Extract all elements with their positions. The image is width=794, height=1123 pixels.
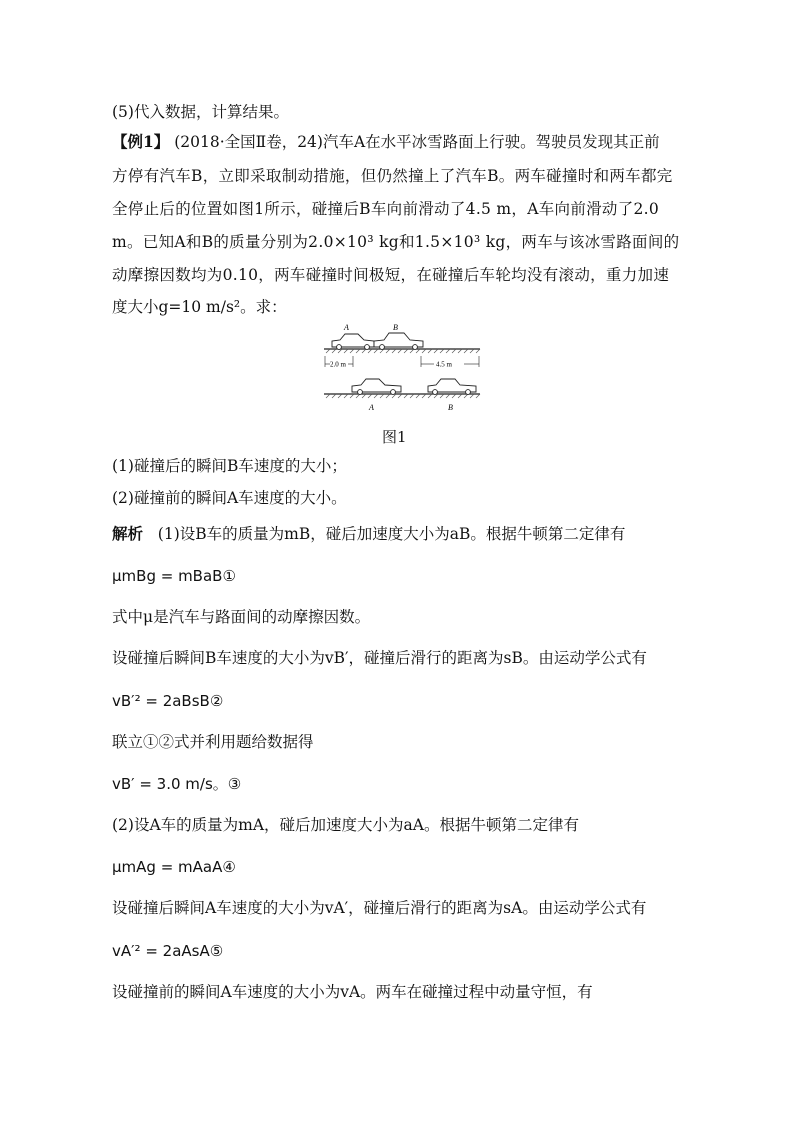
step5-line: (5)代入数据，计算结果。 — [112, 103, 289, 121]
question-2: (2)碰撞前的瞬间A车速度的大小。 — [112, 489, 347, 507]
car-a-after — [352, 379, 401, 394]
bottom-road-hatch — [326, 394, 480, 398]
example-line-2: 方停有汽车B，立即采取制动措施，但仍然撞上了汽车B。两车碰撞时和两车都完 — [112, 167, 673, 185]
equation-5: vA′² = 2aAsA⑤ — [112, 942, 224, 960]
equation-1: μmBg = mBaB① — [112, 567, 236, 585]
question-1: (1)碰撞后的瞬间B车速度的大小； — [112, 457, 347, 475]
label-b-top: B — [393, 323, 398, 332]
distance-b-label: 4.5 m — [436, 360, 452, 369]
label-b-bottom: B — [448, 403, 453, 412]
example-text-1: 汽车A在水平冰雪路面上行驶。驾驶员发现其正前 — [322, 133, 660, 151]
label-a-bottom: A — [369, 403, 374, 412]
equation-3: vB′ = 3.0 m/s。③ — [112, 775, 242, 793]
solution-line-5: 设碰撞前的瞬间A车速度的大小为vA。两车在碰撞过程中动量守恒，有 — [112, 983, 593, 1001]
top-road-hatch — [326, 349, 480, 353]
distance-markers — [325, 356, 479, 367]
example-line-1 — [112, 132, 660, 152]
solution-line-2: 设碰撞后瞬间B车速度的大小为vB′，碰撞后滑行的距离为sB。由运动学公式有 — [112, 649, 647, 667]
distance-a-label: 2.0 m — [330, 360, 346, 369]
solution-tag: 解析 — [112, 524, 144, 543]
example-line-6: 度大小g=10 m/s²。求： — [112, 298, 287, 316]
example-line-3: 全停止后的位置如图1所示，碰撞后B车向前滑动了4.5 m，A车向前滑动了2.0 — [112, 200, 660, 218]
car-a-before — [332, 334, 374, 349]
solution-line-1 — [112, 524, 625, 544]
mu-note: 式中μ是汽车与路面间的动摩擦因数。 — [112, 608, 371, 626]
collision-figure — [322, 320, 482, 415]
example-tag: 【例1】 — [112, 132, 170, 151]
car-b-before — [374, 333, 423, 349]
equation-4: μmAg = mAaA④ — [112, 858, 236, 876]
example-source: (2018·全国Ⅱ卷，24) — [174, 133, 323, 151]
solution-text-1: (1)设B车的质量为mB，碰后加速度大小为aB。根据牛顿第二定律有 — [157, 525, 626, 543]
solution-line-4: 设碰撞后瞬间A车速度的大小为vA′，碰撞后滑行的距离为sA。由运动学公式有 — [112, 899, 647, 917]
solution-line-3: (2)设A车的质量为mA，碰后加速度大小为aA。根据牛顿第二定律有 — [112, 816, 579, 834]
label-a-top: A — [344, 323, 349, 332]
combine-line: 联立①②式并利用题给数据得 — [112, 733, 314, 751]
equation-2: vB′² = 2aBsB② — [112, 692, 224, 710]
car-b-after — [428, 379, 476, 394]
example-line-5: 动摩擦因数均为0.10，两车碰撞时间极短，在碰撞后车轮均没有滚动，重力加速 — [112, 266, 670, 284]
figure-caption: 图1 — [382, 428, 407, 446]
example-line-4: m。已知A和B的质量分别为2.0×10³ kg和1.5×10³ kg，两车与该冰雪路面间的 — [112, 233, 680, 251]
